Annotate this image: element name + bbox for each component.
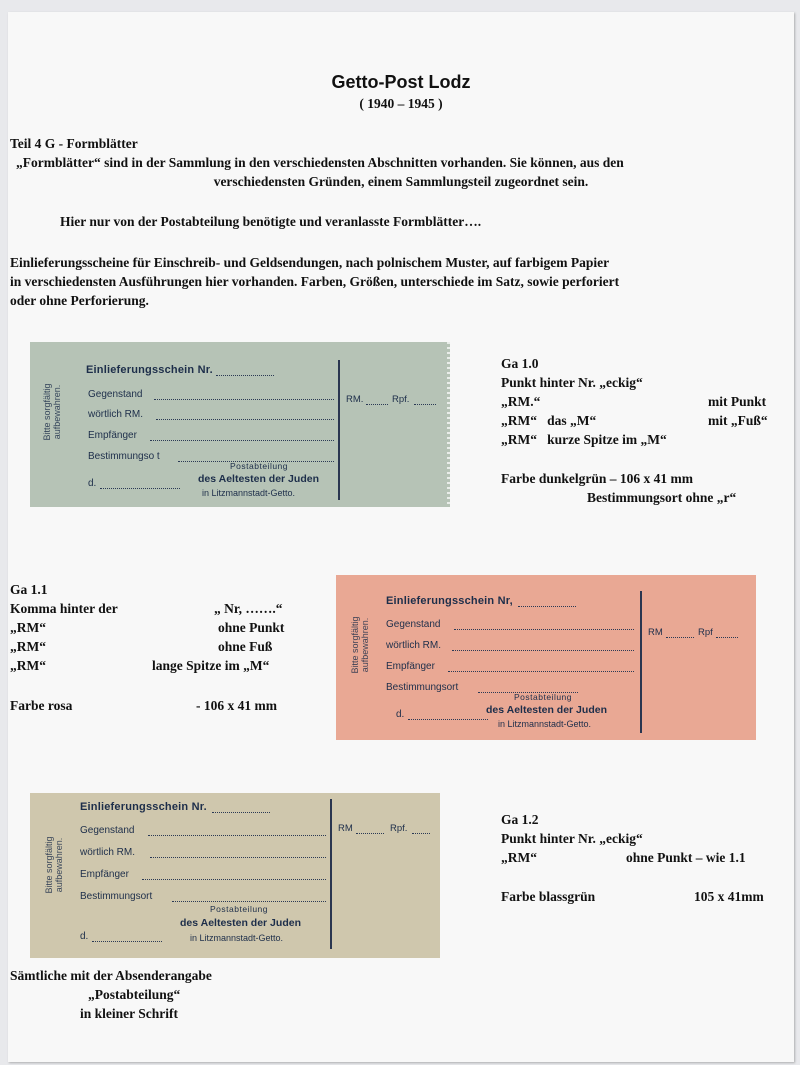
ga12-code: Ga 1.2 [501, 812, 539, 827]
ga11-size: - 106 x 41 mm [196, 698, 277, 713]
form-postabteilung: Postabteilung [230, 461, 289, 471]
form-heading: Einlieferungsschein Nr, [386, 595, 513, 607]
ga12-line-2a: „RM“ [501, 850, 537, 865]
ga11-color: Farbe rosa [10, 698, 73, 713]
ga11-code: Ga 1.1 [10, 582, 48, 597]
form-side-text: Bitte sorgfältig aufbewahren. [44, 836, 64, 894]
form-label-gegenstand: Gegenstand [80, 825, 135, 836]
ga10-line-3a: „RM“ das „M“ [501, 413, 597, 428]
form-label-d: d. [396, 709, 405, 720]
ga12-color: Farbe blassgrün [501, 889, 596, 904]
receipt-form-ga10 [30, 342, 450, 507]
form-label-bestimmung: Bestimmungso t [88, 451, 160, 462]
ga10-color: Farbe dunkelgrün – 106 x 41 mm [501, 471, 694, 486]
intro-paragraph-1: Einlieferungsscheine für Einschreib- und Geldsendungen, nach polnischem Muster, auf farbigem Papier [10, 255, 610, 270]
ga11-line-4a: „RM“ [10, 658, 46, 673]
form-label-empfaenger: Empfänger [88, 430, 137, 441]
album-page [8, 12, 794, 1062]
form-rm: RM. [346, 394, 364, 405]
ga11-line-2b: ohne Punkt [218, 620, 285, 635]
intro-line-2: verschiedensten Gründen, einem Sammlungsteil zugeordnet sein. [213, 174, 589, 189]
ga10-line-4: „RM“ kurze Spitze im „M“ [501, 432, 667, 447]
ga11-line-3a: „RM“ [10, 639, 46, 654]
footer-line-3: in kleiner Schrift [80, 1006, 179, 1021]
form-litzmannstadt: in Litzmannstadt-Getto. [190, 933, 284, 943]
receipt-form-ga11 [336, 575, 756, 740]
ga11-line-1a: Komma hinter der [10, 601, 118, 616]
footer-line-1: Sämtliche mit der Absenderangabe [10, 968, 212, 983]
form-rpf: Rpf. [390, 823, 408, 834]
intro-line-1: „Formblätter“ sind in der Sammlung in den verschiedensten Abschnitten vorhanden. Sie können, aus den [16, 155, 624, 170]
intro-paragraph-2: in verschiedensten Ausführungen hier vorhanden. Farben, Größen, unterschiede im Satz, sowie perforiert [10, 274, 620, 289]
form-label-d: d. [80, 931, 89, 942]
ga12-size: 105 x 41mm [694, 889, 764, 904]
form-aeltesten: des Aeltesten der Juden [180, 917, 301, 929]
section-heading: Teil 4 G - Formblätter [10, 136, 138, 151]
ga10-code: Ga 1.0 [501, 356, 539, 371]
form-postabteilung: Postabteilung [210, 904, 269, 914]
intro-paragraph-3: oder ohne Perforierung. [10, 293, 149, 308]
ga10-line-1: Punkt hinter Nr. „eckig“ [501, 375, 643, 390]
form-postabteilung: Postabteilung [514, 692, 573, 702]
form-rm: RM [338, 823, 353, 834]
form-label-gegenstand: Gegenstand [88, 389, 143, 400]
form-rpf: Rpf. [392, 394, 410, 405]
ga12-line-2b: ohne Punkt – wie 1.1 [626, 850, 746, 865]
intro-line-3: Hier nur von der Postabteilung benötigte und veranlasste Formblätter…. [60, 214, 482, 229]
form-litzmannstadt: in Litzmannstadt-Getto. [202, 488, 296, 498]
footer-line-2: „Postabteilung“ [88, 987, 181, 1002]
ga10-line-3b: mit „Fuß“ [708, 413, 768, 428]
ga12-line-1: Punkt hinter Nr. „eckig“ [501, 831, 643, 846]
form-label-woertlich: wörtlich RM. [386, 640, 442, 651]
form-label-d: d. [88, 478, 97, 489]
form-aeltesten: des Aeltesten der Juden [198, 473, 319, 485]
form-label-woertlich: wörtlich RM. [80, 847, 136, 858]
form-rpf: Rpf [698, 627, 713, 638]
receipt-form-ga12 [30, 793, 440, 958]
page-title: Getto-Post Lodz [331, 72, 471, 92]
ga11-line-3b: ohne Fuß [218, 639, 273, 654]
ga10-note: Bestimmungsort ohne „r“ [587, 490, 737, 505]
form-heading: Einlieferungsschein Nr. [86, 364, 213, 376]
form-label-empfaenger: Empfänger [386, 661, 435, 672]
form-litzmannstadt: in Litzmannstadt-Getto. [498, 719, 592, 729]
form-side-text: Bitte sorgfältig aufbewahren. [350, 616, 370, 674]
form-label-bestimmung: Bestimmungsort [386, 682, 459, 693]
form-side-text: Bitte sorgfältig aufbewahren. [42, 383, 62, 441]
ga11-line-2a: „RM“ [10, 620, 46, 635]
ga10-line-2a: „RM.“ [501, 394, 541, 409]
ga11-line-1b: „ Nr, …….“ [214, 601, 283, 616]
form-label-bestimmung: Bestimmungsort [80, 891, 153, 902]
ga10-line-2b: mit Punkt [708, 394, 767, 409]
form-label-empfaenger: Empfänger [80, 869, 129, 880]
form-aeltesten: des Aeltesten der Juden [486, 704, 607, 716]
form-heading: Einlieferungsschein Nr. [80, 801, 207, 813]
form-label-woertlich: wörtlich RM. [88, 409, 144, 420]
form-rm: RM [648, 627, 663, 638]
ga11-line-4b: lange Spitze im „M“ [152, 658, 270, 673]
form-label-gegenstand: Gegenstand [386, 619, 441, 630]
page-years: ( 1940 – 1945 ) [359, 96, 443, 111]
